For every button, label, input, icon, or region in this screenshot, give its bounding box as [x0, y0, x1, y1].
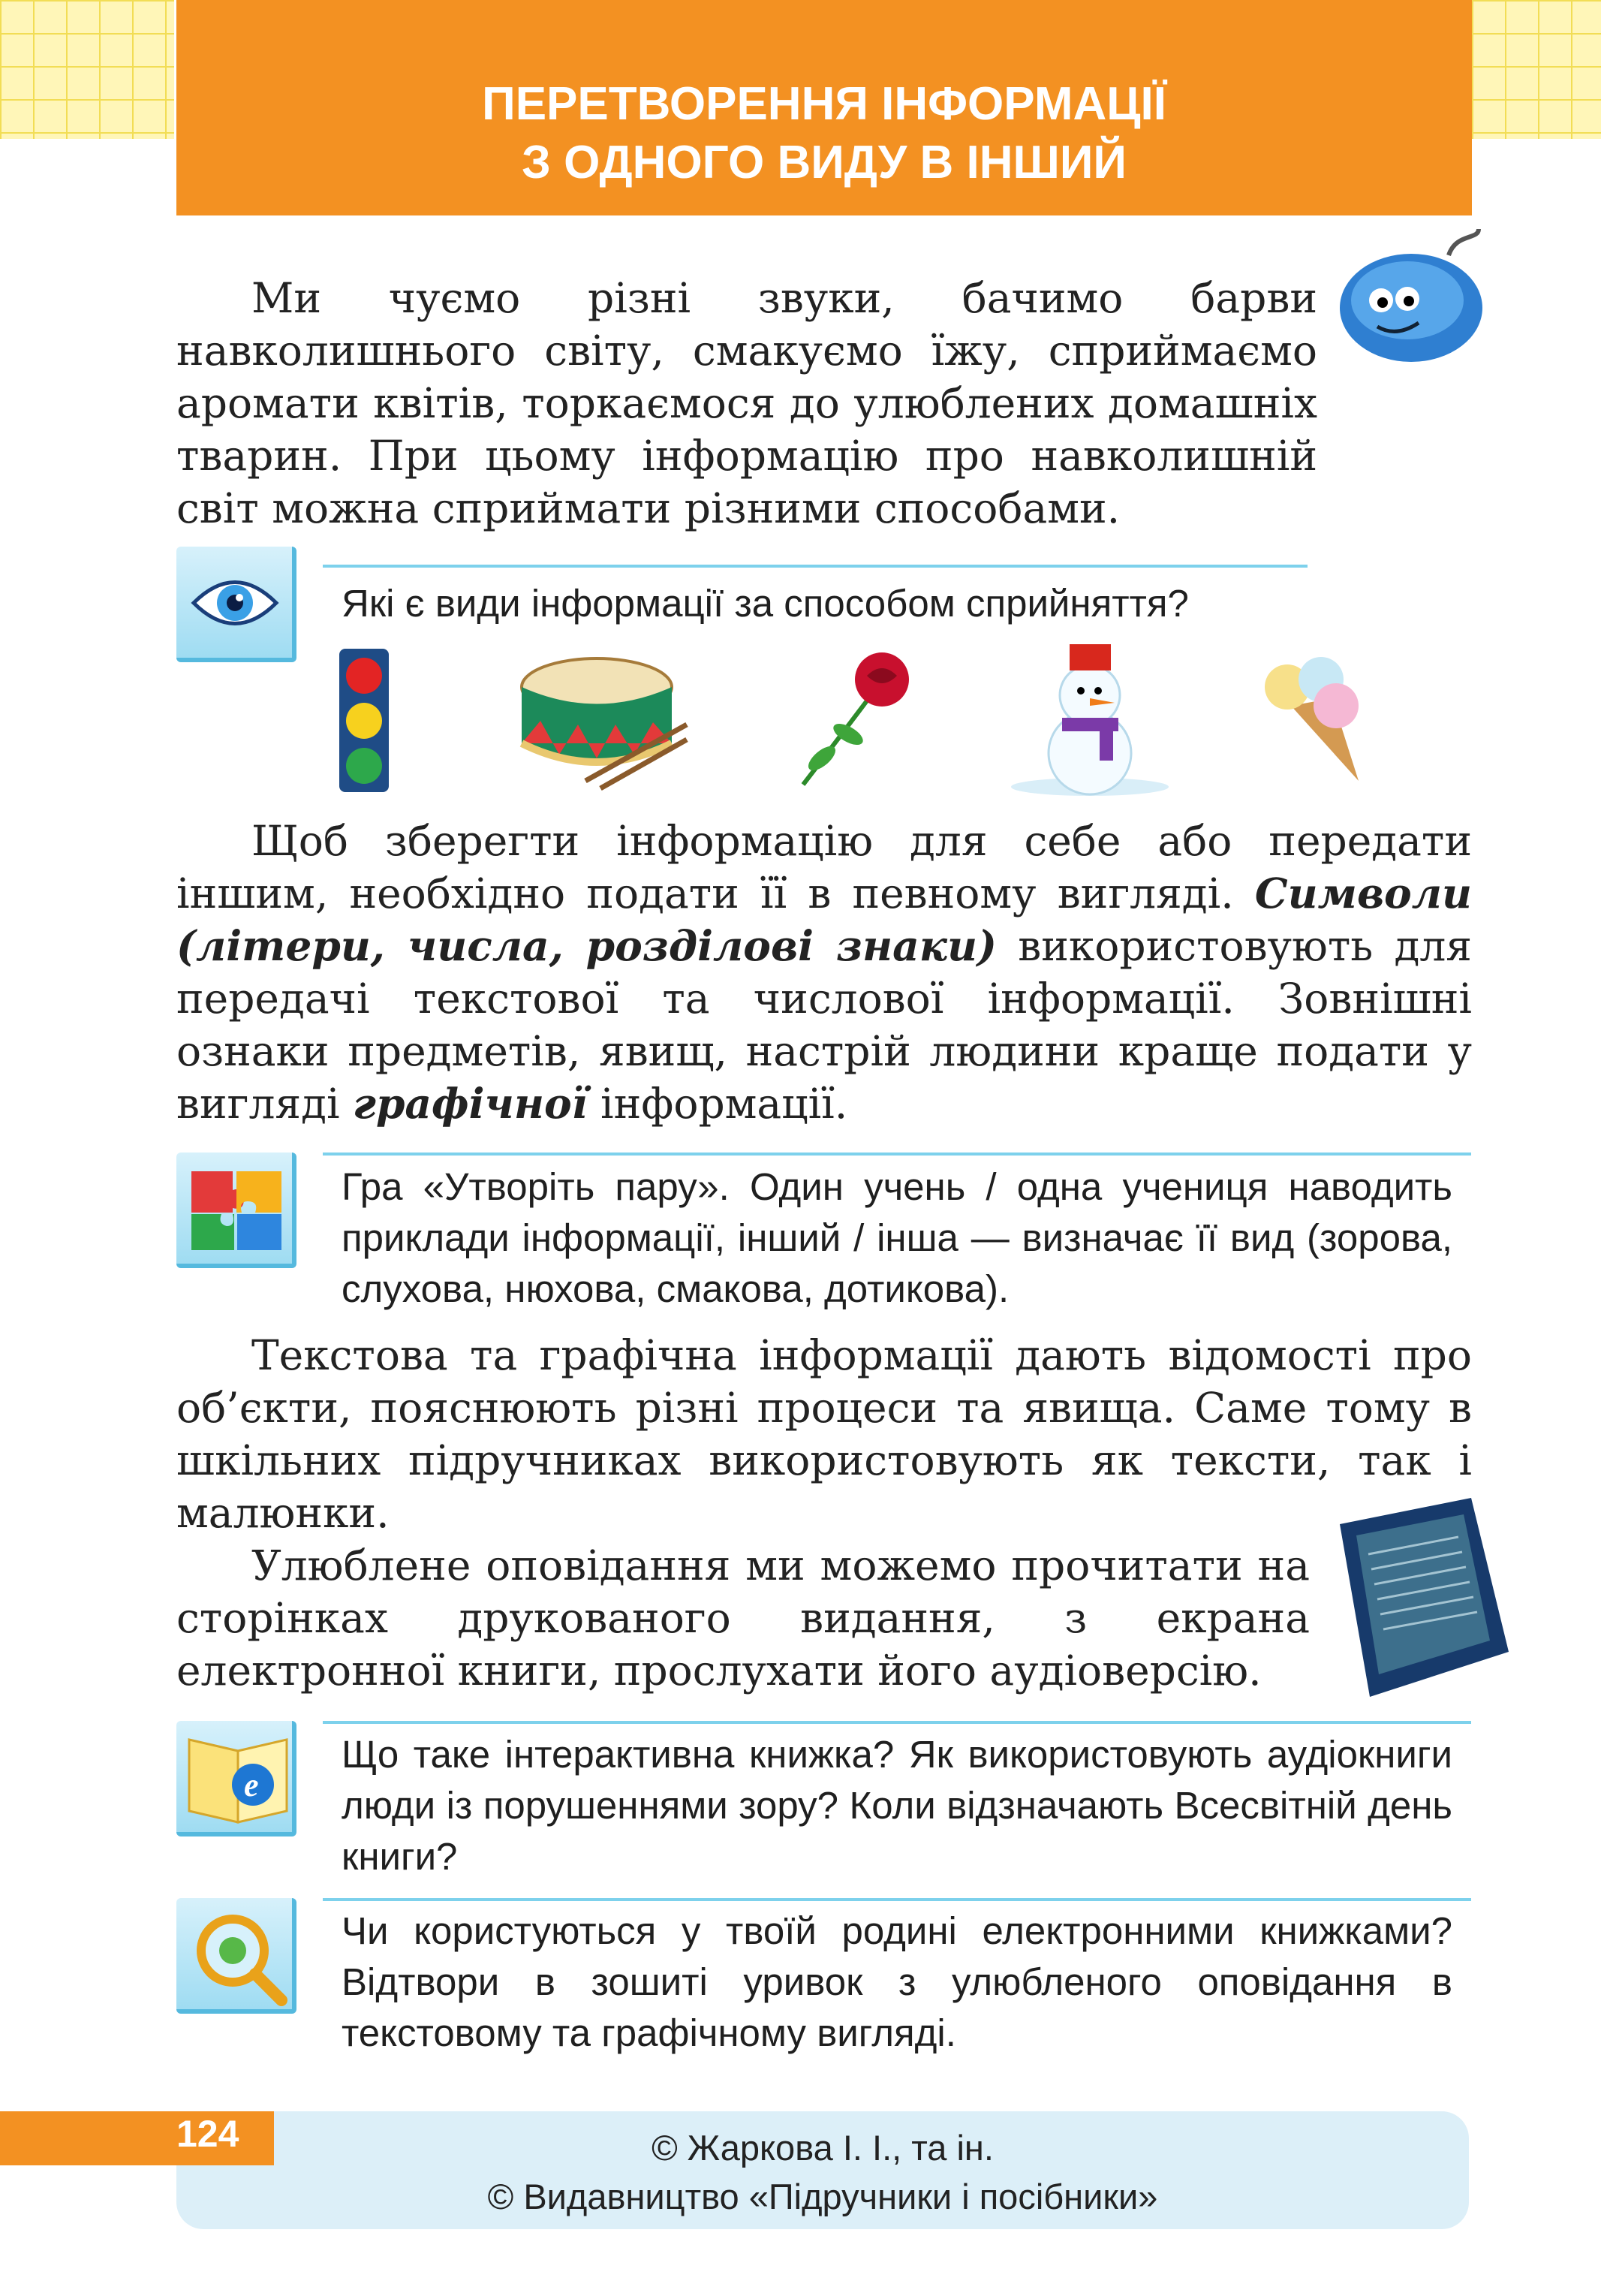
para3-p2: Улюблене оповідання ми можемо прочитати на сторінках друкованого видання, з екрана електронної книги, прослухати його аудіоверсію.	[176, 1541, 1310, 1695]
magnifier-icon	[176, 1898, 296, 2014]
task-3-divider	[323, 1721, 1471, 1724]
task-1-divider	[323, 565, 1308, 568]
svg-text:e: e	[244, 1767, 259, 1803]
copyright-publisher: © Видавництво «Підручники і посібники»	[487, 2177, 1158, 2216]
grid-decoration-right	[1472, 0, 1601, 139]
internet-book-icon	[176, 1721, 296, 1836]
eye-icon	[176, 547, 296, 662]
intro-text: Ми чуємо різні звуки, бачимо барви навколишнього світу, смакуємо їжу, сприймаємо аромати квітів, торкаємося до улюблених домашніх тварин. При цьому інформацію про навколишній світ можна сприймати різними способами.	[176, 274, 1317, 532]
e-reader-icon	[1325, 1494, 1512, 1701]
ice-cream-icon	[1253, 653, 1374, 788]
task-1-question: Які є види інформації за способом сприйняття?	[342, 582, 1189, 625]
page-title	[176, 75, 1472, 192]
copyright-authors: © Жаркова І. І., та ін.	[652, 2128, 994, 2168]
title-line-2: З ОДНОГО ВИДУ В ІНШИЙ	[522, 137, 1127, 188]
task-4-text: Чи користуються у твоїй родині електронними книжками? Відтвори в зошиті уривок з улюбленого оповідання в текстовому та графічному вигляді.	[342, 1909, 1452, 2054]
drum-icon	[518, 653, 691, 792]
page-number: 124	[176, 2113, 239, 2155]
para2-part1: Щоб зберегти інформацію для себе або передати іншим, необхідно подати її в певному вигляді.	[176, 817, 1472, 917]
para3-p1: Текстова та графічна інформації дають відомості про об’єкти, пояснюють різні процеси та явища. Саме тому в шкільних підручниках використовують як тексти, так і малюнки.	[176, 1331, 1472, 1537]
task-4-divider	[323, 1898, 1471, 1901]
para2-part2: використовують для передачі текстової та числової інформації. Зовнішні ознаки предметів, явищ, настрій людини краще подати у вигляді	[176, 922, 1472, 1128]
snowman-icon	[1010, 637, 1171, 794]
rose-icon	[788, 646, 916, 788]
task-3-text: Що таке інтерактивна книжка? Як використовують аудіокниги люди із порушеннями зору? Коли відзначають Всесвітній день книги?	[342, 1733, 1452, 1878]
traffic-light-icon	[338, 647, 390, 794]
intro-paragraph	[176, 272, 1472, 535]
para2-graphic-term: графічної	[353, 1079, 588, 1128]
puzzle-icon	[176, 1153, 296, 1268]
para2-symbols-term: Символи (літери, числа, розділові знаки)	[176, 869, 1472, 970]
task-2-divider	[323, 1153, 1471, 1156]
para2-part3: інформації.	[587, 1080, 848, 1128]
title-line-1: ПЕРЕТВОРЕННЯ ІНФОРМАЦІЇ	[482, 78, 1166, 130]
symbols-paragraph	[176, 815, 1472, 1130]
task-2-text: Гра «Утворіть пару». Один учень / одна учениця наводить приклади інформації, інший / інша — визначає її вид (зорова, слухова, нюхова, смакова, дотикова).	[342, 1165, 1452, 1310]
grid-decoration-left	[0, 0, 174, 139]
textbook-paragraph	[176, 1329, 1472, 1697]
